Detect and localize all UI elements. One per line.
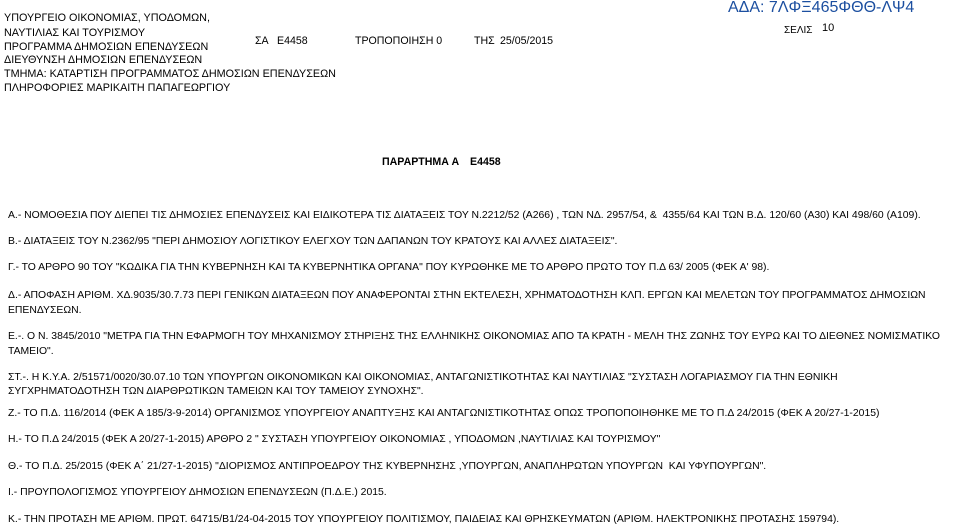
issuer-contact: ΠΛΗΡΟΦΟΡΙΕΣ ΜΑΡΙΚΑΙΤΗ ΠΑΠΑΓΕΩΡΓΙΟΥ [4, 82, 231, 94]
sa-label: ΣΑ [255, 35, 269, 47]
legal-basis-item-d: Δ.- ΑΠΟΦΑΣΗ ΑΡΙΘΜ. ΧΔ.9035/30.7.73 ΠΕΡΙ ΓΕΝΙΚΩΝ ΔΙΑΤΑΞΕΩΝ ΠΟΥ ΑΝΑΦΕΡΟΝΤΑΙ ΣΤΗΝ ΕΚΤΕΛΕΣΗ, ΧΡΗΜΑΤΟΔΟΤΗΣΗ ΚΛΠ. ΕΡΓΩΝ ΚΑΙ ΜΕΛΕΤΩΝ ΤΟΥ ΠΡΟΓΡΑΜΜΑΤΟΣ ΔΗΜΟΣΙΩΝ [8, 290, 926, 301]
legal-basis-item-k: Κ.- ΤΗΝ ΠΡΟΤΑΣΗ ΜΕ ΑΡΙΘΜ. ΠΡΩΤ. 64715/Β1/24-04-2015 ΤΟΥ ΥΠΟΥΡΓΕΙΟΥ ΠΟΛΙΤΙΣΜΟΥ, ΠΑΙΔΕΙΑΣ ΚΑΙ ΘΡΗΣΚΕΥΜΑΤΩΝ (ΑΡΙΘΜ. ΗΛΕΚΤΡΟΝΙΚΗΣ ΠΡΟΤΑΣΗΣ 159794). [8, 514, 840, 525]
legal-basis-item-th: Θ.- ΤΟ Π.Δ. 25/2015 (ΦΕΚ Α΄ 21/27-1-2015) "ΔΙΟΡΙΣΜΟΣ ΑΝΤΙΠΡΟΕΔΡΟΥ ΤΗΣ ΚΥΒΕΡΝΗΣΗΣ ,ΥΠΟΥΡΓΩΝ, ΑΝΑΠΛΗΡΩΤΩΝ ΥΠΟΥΡΓΩΝ ΚΑΙ ΥΦΥΠΟΥΡΓΩΝ". [8, 461, 767, 472]
modification-number: ΤΡΟΠΟΠΟΙΗΣΗ 0 [355, 35, 443, 47]
legal-basis-item-z: Ζ.- ΤΟ Π.Δ. 116/2014 (ΦΕΚ Α 185/3-9-2014) ΟΡΓΑΝΙΣΜΟΣ ΥΠΟΥΡΓΕΙΟΥ ΑΝΑΠΤΥΞΗΣ ΚΑΙ ΑΝΤΑΓΩΝΙΣΤΙΚΟΤΗΤΑΣ ΟΠΩΣ ΤΡΟΠΟΠΟΙΗΘΗΚΕ ΜΕ ΤΟ Π.Δ 24/2015 (ΦΕΚ Α 20/27-1-2015) [8, 408, 880, 419]
annex-title: ΠΑΡΑΡΤΗΜΑ Α [382, 156, 460, 168]
ada-code: ΑΔΑ: 7ΛΦΞ465ΦΘΘ-ΛΨ4 [728, 0, 915, 16]
legal-basis-item-d-cont: ΕΠΕΝΔΥΣΕΩΝ. [8, 305, 82, 316]
page-number: 10 [822, 22, 835, 34]
legal-basis-item-i: Ι.- ΠΡΟΥΠΟΛΟΓΙΣΜΟΣ ΥΠΟΥΡΓΕΙΟΥ ΔΗΜΟΣΙΩΝ ΕΠΕΝΔΥΣΕΩΝ (Π.Δ.Ε.) 2015. [8, 487, 387, 498]
legal-basis-item-e: Ε.-. Ο Ν. 3845/2010 "ΜΕΤΡΑ ΓΙΑ ΤΗΝ ΕΦΑΡΜΟΓΗ ΤΟΥ ΜΗΧΑΝΙΣΜΟΥ ΣΤΗΡΙΞΗΣ ΤΗΣ ΕΛΛΗΝΙΚΗΣ ΟΙΚΟΝΟΜΙΑΣ ΑΠΟ ΤΑ ΚΡΑΤΗ - ΜΕΛΗ ΤΗΣ ΖΩΝΗΣ ΤΟΥ ΕΥΡΩ ΚΑΙ ΤΟ ΔΙΕΘΝΕΣ ΝΟΜΙΣΜΑΤΙΚΟ [8, 331, 940, 342]
issuer-program: ΠΡΟΓΡΑΜΜΑ ΔΗΜΟΣΙΩΝ ΕΠΕΝΔΥΣΕΩΝ [4, 41, 209, 53]
legal-basis-item-st-cont: ΣΥΓΧΡΗΜΑΤΟΔΟΤΗΣΗ ΤΩΝ ΔΙΑΡΘΡΩΤΙΚΩΝ ΤΑΜΕΙΩΝ ΚΑΙ ΤΟΥ ΤΑΜΕΙΟΥ ΣΥΝΟΧΗΣ". [8, 386, 424, 397]
issuer-department: ΤΜΗΜΑ: ΚΑΤΑΡΤΙΣΗ ΠΡΟΓΡΑΜΜΑΤΟΣ ΔΗΜΟΣΙΩΝ ΕΠΕΝΔΥΣΕΩΝ [4, 68, 336, 80]
legal-basis-item-a: Α.- ΝΟΜΟΘΕΣΙΑ ΠΟΥ ΔΙΕΠΕΙ ΤΙΣ ΔΗΜΟΣΙΕΣ ΕΠΕΝΔΥΣΕΙΣ ΚΑΙ ΕΙΔΙΚΟΤΕΡΑ ΤΙΣ ΔΙΑΤΑΞΕΙΣ ΤΟΥ Ν.2212/52 (Α266) , ΤΩΝ ΝΔ. 2957/54, & 4355/64 ΚΑΙ ΤΩΝ Β.Δ. 120/60 (Α30) ΚΑΙ 498/60 (Α109). [8, 210, 921, 221]
legal-basis-item-b: Β.- ΔΙΑΤΑΞΕΙΣ ΤΟΥ Ν.2362/95 "ΠΕΡΙ ΔΗΜΟΣΙΟΥ ΛΟΓΙΣΤΙΚΟΥ ΕΛΕΓΧΟΥ ΤΩΝ ΔΑΠΑΝΩΝ ΤΟΥ ΚΡΑΤΟΥΣ ΚΑΙ ΑΛΛΕΣ ΔΙΑΤΑΞΕΙΣ". [8, 236, 618, 247]
legal-basis-item-c: Γ.- ΤΟ ΑΡΘΡΟ 90 ΤΟΥ "ΚΩΔΙΚΑ ΓΙΑ ΤΗΝ ΚΥΒΕΡΝΗΣΗ ΚΑΙ ΤΑ ΚΥΒΕΡΝΗΤΙΚΑ ΟΡΓΑΝΑ" ΠΟΥ ΚΥΡΩΘΗΚΕ ΜΕ ΤΟ ΑΡΘΡΟ ΠΡΩΤΟ ΤΟΥ Π.Δ 63/ 2005 (ΦΕΚ Α' 98). [8, 262, 770, 273]
issuer-directorate: ΔΙΕΥΘΥΝΣΗ ΔΗΜΟΣΙΩΝ ΕΠΕΝΔΥΣΕΩΝ [4, 54, 203, 66]
legal-basis-item-st: ΣΤ.-. Η Κ.Υ.Α. 2/51571/0020/30.07.10 ΤΩΝ ΥΠΟΥΡΓΩΝ ΟΙΚΟΝΟΜΙΚΩΝ ΚΑΙ ΟΙΚΟΝΟΜΙΑΣ, ΑΝΤΑΓΩΝΙΣΤΙΚΟΤΗΤΑΣ ΚΑΙ ΝΑΥΤΙΛΙΑΣ "ΣΥΣΤΑΣΗ ΛΟΓΑΡΙΑΣΜΟΥ ΓΙΑ ΤΗΝ ΕΘΝΙΚΗ [8, 372, 838, 383]
document-date: 25/05/2015 [500, 35, 554, 47]
annex-code: Ε4458 [470, 156, 501, 168]
legal-basis-item-e-cont: ΤΑΜΕΙΟ". [8, 346, 54, 357]
issuer-ministry-line-1: ΥΠΟΥΡΓΕΙΟ ΟΙΚΟΝΟΜΙΑΣ, ΥΠΟΔΟΜΩΝ, [4, 12, 210, 24]
issuer-ministry-line-2: ΝΑΥΤΙΛΙΑΣ ΚΑΙ ΤΟΥΡΙΣΜΟΥ [4, 27, 146, 39]
sa-code: Ε4458 [277, 35, 308, 47]
legal-basis-item-h: Η.- ΤΟ Π.Δ 24/2015 (ΦΕΚ Α 20/27-1-2015) ΑΡΘΡΟ 2 " ΣΥΣΤΑΣΗ ΥΠΟΥΡΓΕΙΟΥ ΟΙΚΟΝΟΜΙΑΣ , ΥΠΟΔΟΜΩΝ ,ΝΑΥΤΙΛΙΑΣ ΚΑΙ ΤΟΥΡΙΣΜΟΥ" [8, 434, 661, 445]
date-label: ΤΗΣ [474, 35, 495, 47]
page-label: ΣΕΛΙΣ [784, 25, 813, 36]
